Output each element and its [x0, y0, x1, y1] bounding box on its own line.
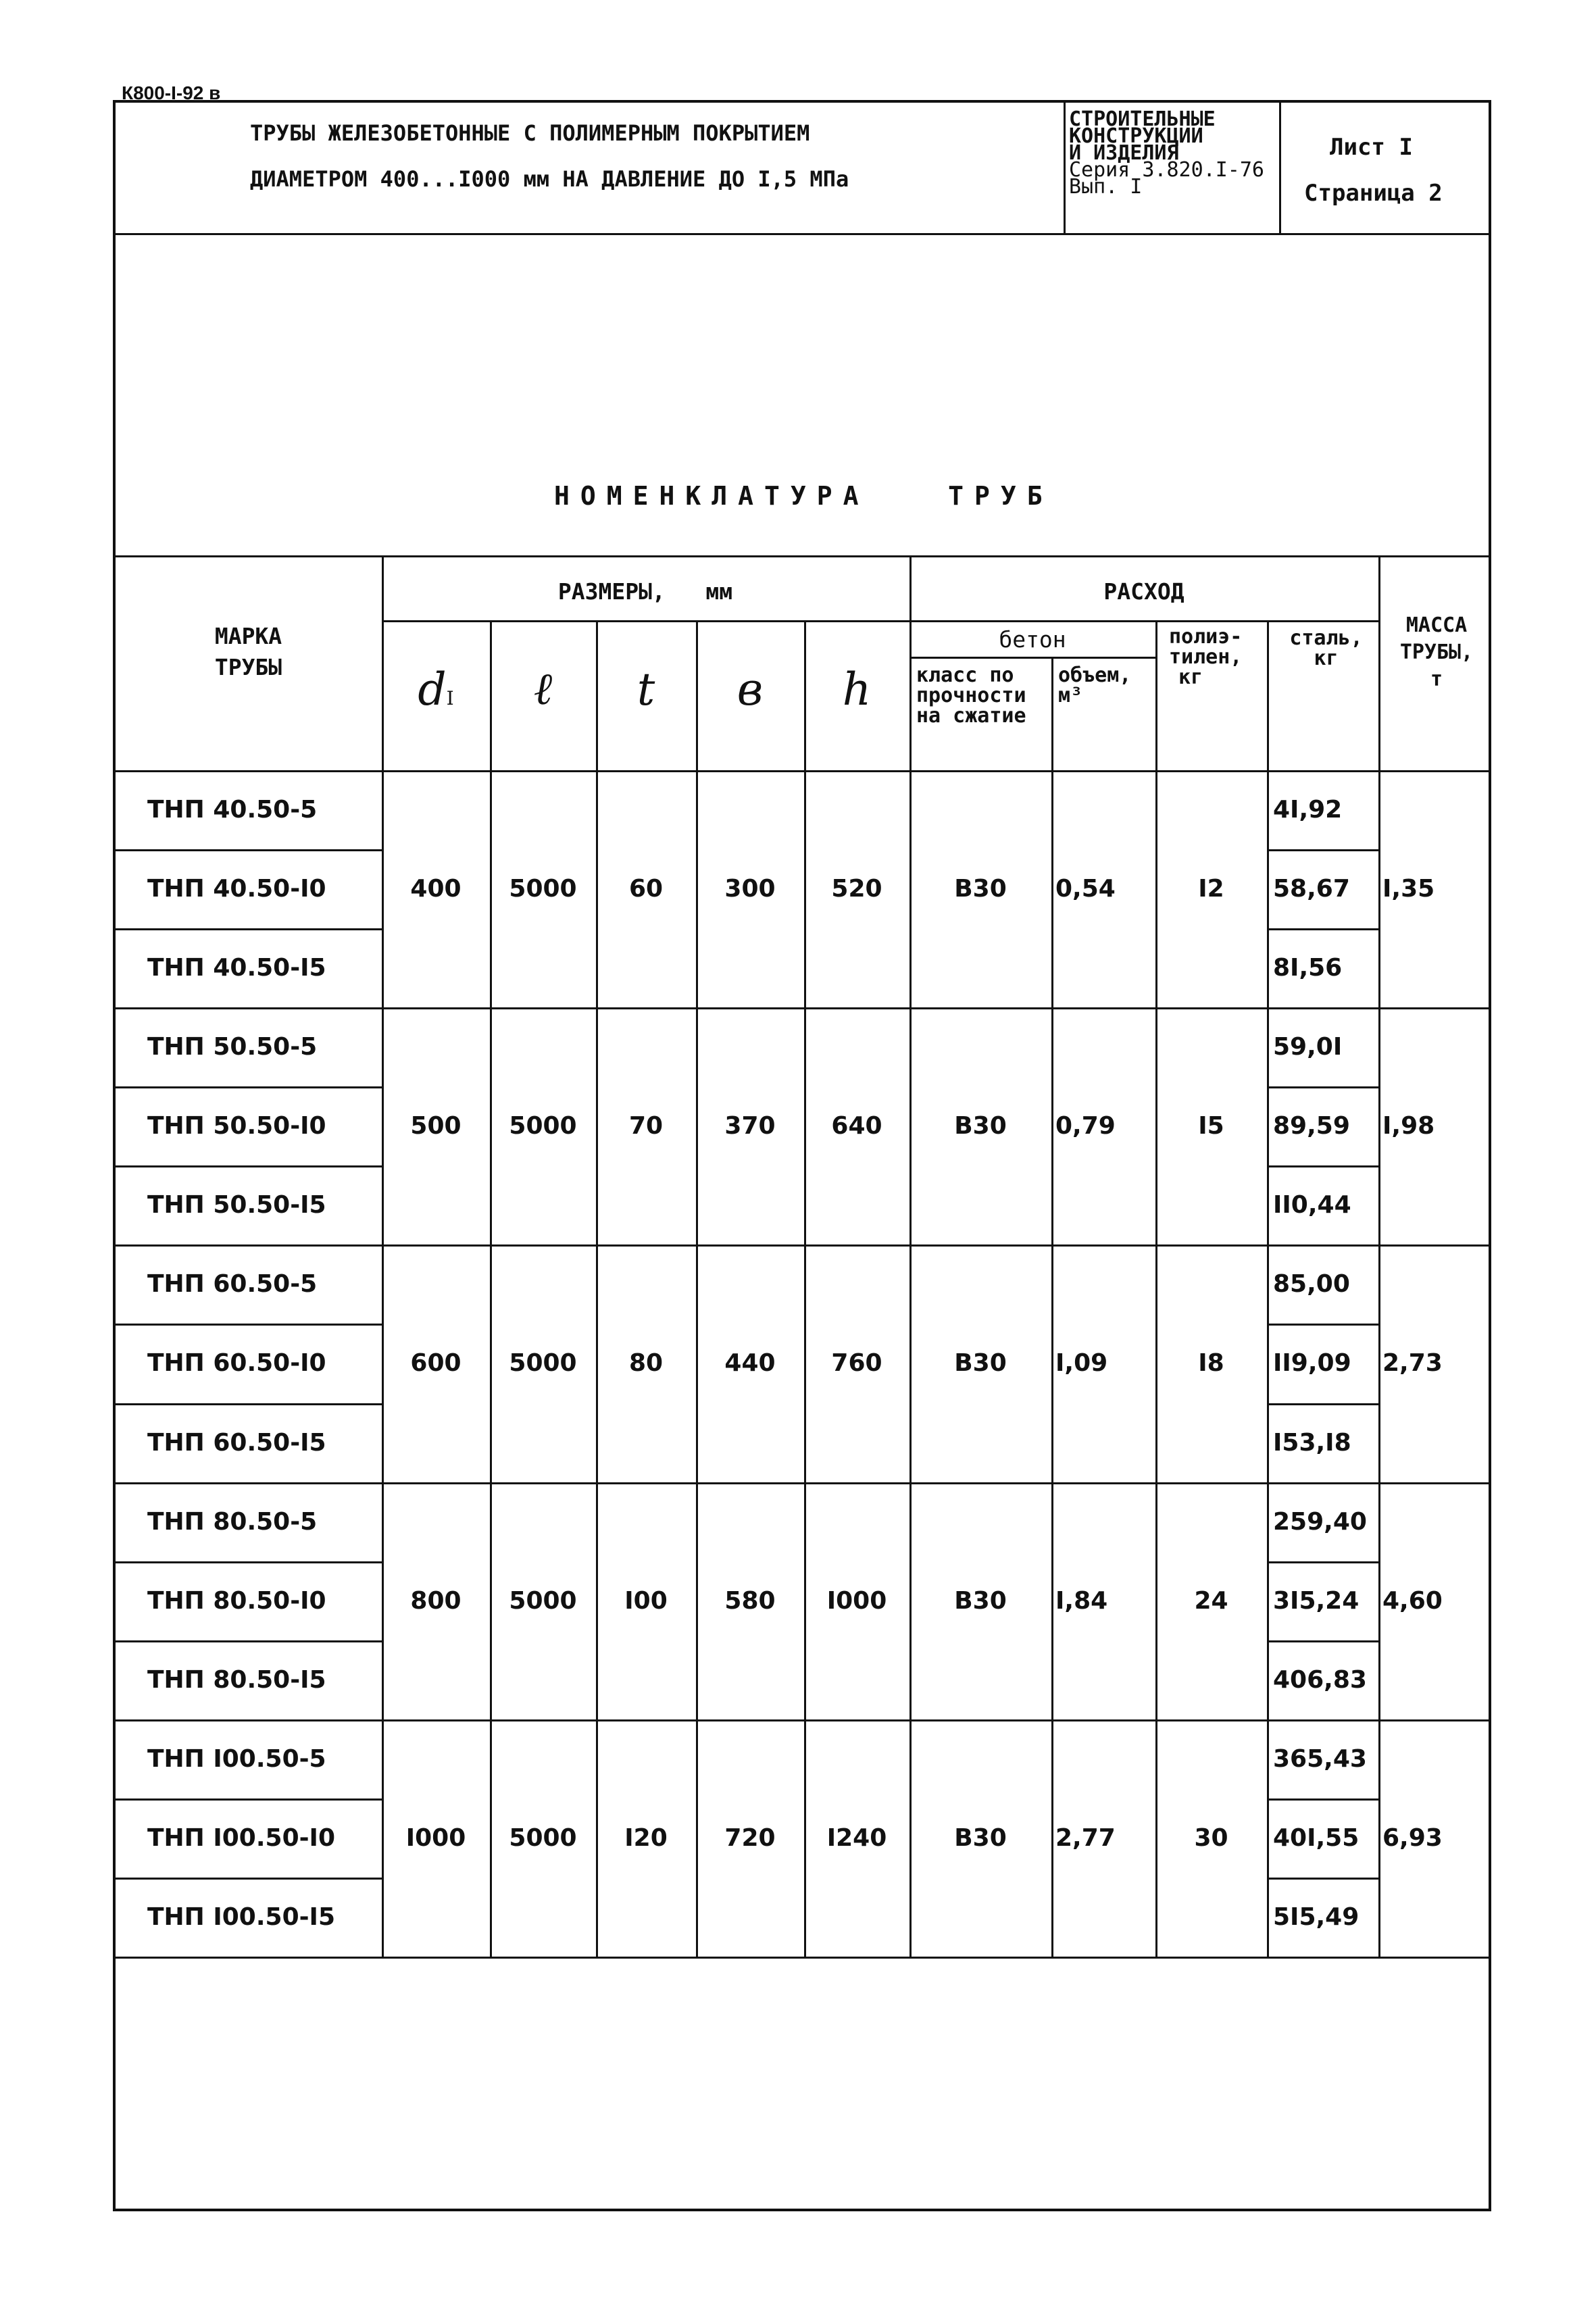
cell-b: 370 — [724, 1112, 776, 1140]
cell-b: 720 — [724, 1823, 776, 1852]
cell-volume: 2,77 — [1055, 1823, 1116, 1852]
mark-cell: ТНП 60.50-I0 — [147, 1349, 326, 1378]
mark-cell: ТНП 40.50-I0 — [147, 875, 326, 903]
header-mass-line-3: т — [1430, 668, 1443, 691]
cell-mass: I,35 — [1382, 875, 1435, 903]
cell-volume: I,09 — [1055, 1349, 1108, 1378]
header-mass — [1382, 612, 1491, 693]
concrete-header-rule — [909, 657, 1155, 659]
cell-h: 520 — [831, 875, 882, 903]
cell-mass: I,98 — [1382, 1112, 1435, 1140]
series-line-4: Серия 3.820.I-76 — [1069, 158, 1264, 182]
cell-l: 5000 — [509, 1586, 577, 1615]
series-line-1: СТРОИТЕЛЬНЫЕ — [1069, 107, 1216, 131]
cell-d: 400 — [410, 875, 462, 903]
cell-b: 300 — [724, 875, 776, 903]
header-mass-line-1: МАССА — [1405, 613, 1468, 637]
steel-cell: I53,I8 — [1273, 1428, 1351, 1457]
mark-cell: ТНП 60.50-5 — [147, 1270, 318, 1299]
cell-poly: I5 — [1198, 1112, 1224, 1140]
steel-cell: 85,00 — [1273, 1270, 1350, 1299]
cell-volume: 0,79 — [1055, 1112, 1116, 1140]
mark-cell: ТНП 80.50-I5 — [147, 1665, 326, 1694]
steel-cell: 58,67 — [1273, 875, 1350, 903]
header-polyethylene-line-3: кг — [1178, 665, 1203, 689]
cell-class: В30 — [954, 1112, 1007, 1140]
cell-poly: I2 — [1198, 875, 1224, 903]
header-d-symbol: d — [418, 663, 447, 715]
header-b: в — [737, 663, 764, 715]
cell-b: 440 — [724, 1349, 776, 1378]
header-l: ℓ — [533, 663, 553, 715]
steel-cell: 406,83 — [1273, 1665, 1367, 1694]
steel-cell: 365,43 — [1273, 1744, 1367, 1773]
cell-poly: 30 — [1194, 1823, 1228, 1852]
col-line-volume — [1155, 620, 1157, 1957]
cell-mass: 2,73 — [1382, 1349, 1443, 1378]
header-polyethylene-line-2: тилен, — [1169, 645, 1243, 669]
col-line-poly — [1267, 620, 1269, 1957]
mark-cell: ТНП 60.50-I5 — [147, 1428, 326, 1457]
col-line-h — [909, 555, 912, 1957]
mark-cell: ТНП I00.50-I0 — [147, 1823, 335, 1852]
cell-l: 5000 — [509, 1823, 577, 1852]
series-box — [1069, 107, 1264, 199]
header-polyethylene-line-1: полиэ- — [1169, 625, 1243, 649]
cell-poly: I8 — [1198, 1349, 1224, 1378]
cell-t: I20 — [624, 1823, 668, 1852]
cell-d: I000 — [405, 1823, 466, 1852]
header-steel-line-1: сталь, — [1289, 626, 1363, 650]
steel-cell: 89,59 — [1273, 1112, 1350, 1140]
header-t: t — [637, 663, 655, 715]
steel-cell: 5I5,49 — [1273, 1903, 1360, 1931]
mark-cell: ТНП I00.50-5 — [147, 1744, 326, 1773]
col-line-mark — [382, 555, 384, 1957]
steel-cell: 59,0I — [1273, 1033, 1343, 1061]
cell-d: 800 — [410, 1586, 462, 1615]
header-concrete-class-line-2: прочности — [916, 684, 1026, 707]
mark-cell: ТНП 40.50-I5 — [147, 954, 326, 982]
table-bottom-rule — [113, 1957, 1491, 1959]
header-concrete-class-line-1: класс по — [916, 663, 1014, 687]
cell-t: 70 — [628, 1112, 664, 1140]
cell-l: 5000 — [509, 1112, 577, 1140]
header-concrete-class — [916, 665, 1049, 726]
col-line-l — [596, 620, 598, 1957]
cell-class: В30 — [954, 1823, 1007, 1852]
page-label: Страница 2 — [1304, 180, 1443, 207]
cell-h: I000 — [826, 1586, 887, 1615]
header-concrete-volume-line-1: объем, — [1058, 663, 1132, 687]
title-block-divider-2 — [1279, 100, 1281, 234]
mark-cell: ТНП 80.50-5 — [147, 1507, 318, 1536]
header-d — [382, 649, 490, 730]
steel-cell: II0,44 — [1273, 1191, 1351, 1219]
header-mark-text: МАРКА ТРУБЫ — [214, 623, 282, 680]
cell-class: В30 — [954, 1586, 1007, 1615]
cell-volume: I,84 — [1055, 1586, 1108, 1615]
cell-h: 760 — [831, 1349, 882, 1378]
col-line-d — [490, 620, 492, 1957]
steel-cell: 8I,56 — [1273, 954, 1343, 982]
sizes-header-rule — [382, 620, 1378, 622]
header-sizes: РАЗМЕРЫ, мм — [557, 578, 733, 605]
cell-t: 80 — [628, 1349, 664, 1378]
mark-cell: ТНП 40.50-5 — [147, 796, 318, 824]
steel-cell: II9,09 — [1273, 1349, 1351, 1378]
steel-cell: 40I,55 — [1273, 1823, 1360, 1852]
cell-d: 500 — [410, 1112, 462, 1140]
table-heading: НОМЕНКЛАТУРА ТРУБ — [554, 481, 1053, 511]
steel-cell: 4I,92 — [1273, 796, 1343, 824]
cell-l: 5000 — [509, 1349, 577, 1378]
header-concrete-class-line-3: на сжатие — [916, 704, 1026, 728]
series-line-5: Вып. I — [1069, 175, 1143, 199]
mark-cell: ТНП 50.50-I5 — [147, 1191, 326, 1219]
cell-poly: 24 — [1194, 1586, 1228, 1615]
header-concrete-volume-line-2: м³ — [1058, 684, 1083, 707]
series-line-3: И ИЗДЕЛИЯ — [1069, 141, 1179, 165]
cell-mass: 4,60 — [1382, 1586, 1443, 1615]
series-line-2: КОНСТРУКЦИИ — [1069, 124, 1203, 148]
document-title-line-2: ДИАМЕТРОМ 400...I000 мм НА ДАВЛЕНИЕ ДО I,5 МПа — [250, 166, 849, 192]
cell-t: I00 — [624, 1586, 668, 1615]
steel-cell: 259,40 — [1273, 1507, 1367, 1536]
col-line-steel — [1378, 555, 1380, 1957]
cell-volume: 0,54 — [1055, 875, 1116, 903]
document-code: К800-I-92 в — [122, 82, 221, 103]
table-top-rule — [113, 555, 1491, 557]
sheet-label: Лист I — [1330, 134, 1413, 161]
cell-b: 580 — [724, 1586, 776, 1615]
steel-cell: 3I5,24 — [1273, 1586, 1360, 1615]
col-line-b — [804, 620, 806, 1957]
cell-class: В30 — [954, 875, 1007, 903]
col-line-t — [696, 620, 698, 1957]
cell-class: В30 — [954, 1349, 1007, 1378]
cell-l: 5000 — [509, 875, 577, 903]
header-polyethylene — [1169, 627, 1264, 688]
title-block-divider-1 — [1064, 100, 1066, 234]
mark-cell: ТНП 50.50-I0 — [147, 1112, 326, 1140]
mark-cell: ТНП 50.50-5 — [147, 1033, 318, 1061]
header-h: h — [842, 663, 872, 715]
header-concrete-volume — [1058, 665, 1153, 706]
header-concrete: бетон — [999, 626, 1066, 653]
cell-d: 600 — [410, 1349, 462, 1378]
header-steel-line-2: кг — [1314, 647, 1339, 670]
cell-h: I240 — [826, 1823, 887, 1852]
header-consumption: РАСХОД — [1103, 578, 1184, 605]
cell-t: 60 — [628, 875, 664, 903]
cell-h: 640 — [831, 1112, 882, 1140]
title-block-bottom-rule — [113, 233, 1491, 235]
cell-mass: 6,93 — [1382, 1823, 1443, 1852]
header-steel — [1277, 628, 1375, 669]
document-title-line-1: ТРУБЫ ЖЕЛЕЗОБЕТОННЫЕ С ПОЛИМЕРНЫМ ПОКРЫТИЕМ — [250, 120, 810, 146]
header-mark — [115, 608, 382, 696]
header-d-subscript: I — [446, 686, 454, 709]
header-mass-line-2: ТРУБЫ, — [1399, 640, 1474, 664]
col-line-class — [1051, 657, 1053, 1957]
mark-cell: ТНП 80.50-I0 — [147, 1586, 326, 1615]
mark-cell: ТНП I00.50-I5 — [147, 1903, 335, 1931]
